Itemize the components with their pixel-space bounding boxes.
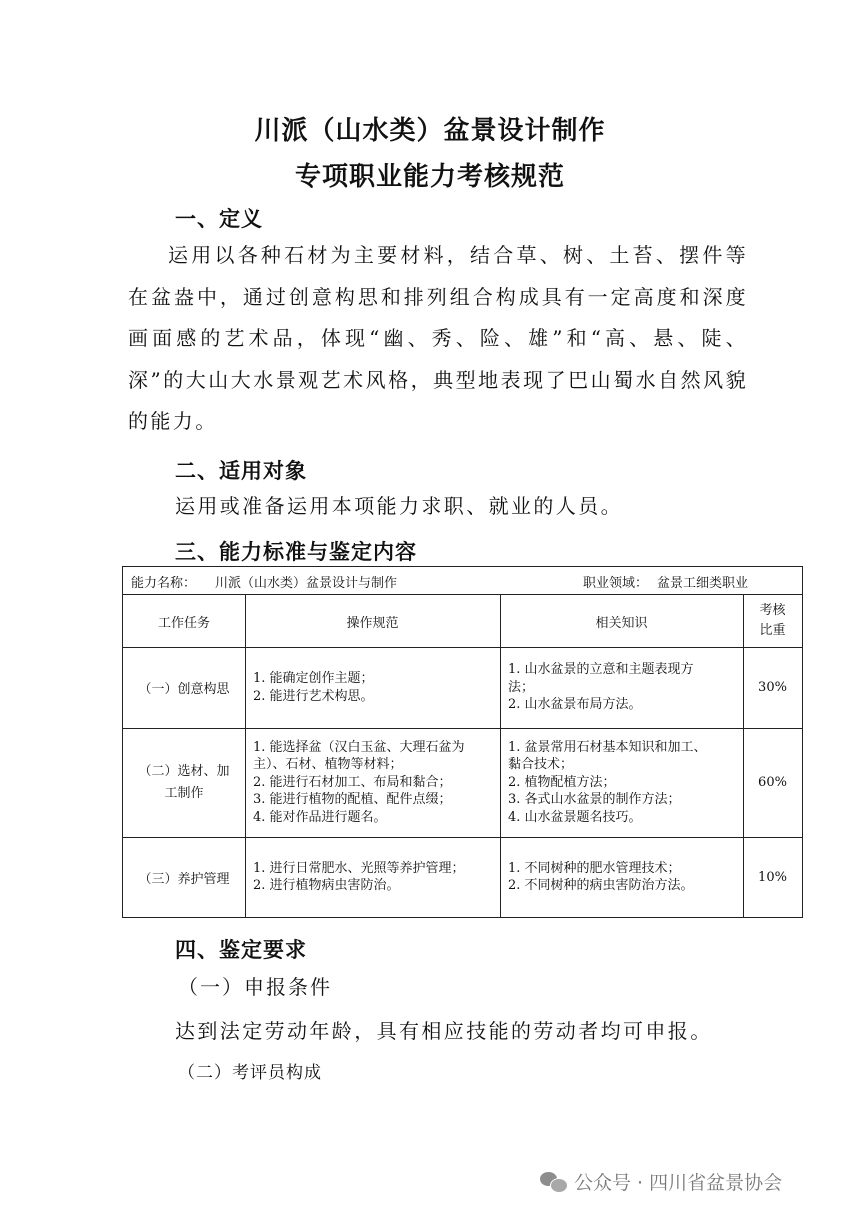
header-weight xyxy=(743,595,802,647)
field-value: 盆景工细类职业 xyxy=(657,576,749,591)
section-heading-definition: 一、定义 xyxy=(175,207,263,231)
list-item: 2. 能进行艺术构思。 xyxy=(253,688,374,704)
row3-task: （三）养护管理 xyxy=(138,871,230,887)
list-item: 2. 进行植物病虫害防治。 xyxy=(253,878,400,893)
ability-name-label: 能力名称： xyxy=(131,576,197,591)
row1-spec xyxy=(245,647,500,728)
ability-standards-table xyxy=(122,566,803,918)
subheading-application-conditions: （一）申报条件 xyxy=(178,975,332,999)
document-title-line2: 专项职业能力考核规范 xyxy=(294,162,565,192)
list-item: 1. 能确定创作主题； xyxy=(253,671,374,686)
row2-task xyxy=(123,728,245,837)
list-item: 1. 能选择盆（汉白玉盆、大理石盆为 xyxy=(253,739,465,755)
row2-knowledge xyxy=(500,728,743,837)
ability-name-value: 川派（山水类）盆景设计与制作 xyxy=(215,576,398,591)
row2-task-line1: （二）选材、加 xyxy=(138,763,230,779)
watermark-text: 公众号 · 四川省盆景协会 xyxy=(574,1172,783,1194)
list-item: 3. 能进行植物的配植、配件点缀； xyxy=(253,792,452,808)
list-item: 2. 不同树种的病虫害防治方法。 xyxy=(508,878,694,893)
list-item: 法； xyxy=(508,679,535,695)
list-item: 3. 各式山水盆景的制作方法； xyxy=(508,792,681,808)
list-item: 1. 进行日常肥水、光照等养护管理； xyxy=(253,860,465,876)
section-heading-requirements: 四、鉴定要求 xyxy=(175,938,307,962)
document-title-line1: 川派（山水类）盆景设计制作 xyxy=(254,116,606,146)
table-caption-row xyxy=(123,567,802,595)
list-item: 4. 能对作品进行题名。 xyxy=(253,809,387,825)
row3-weight: 10% xyxy=(758,869,787,885)
list-item: 主）、石材、植物等材料； xyxy=(253,757,403,773)
header-weight-line2: 比重 xyxy=(759,623,786,638)
wechat-icon xyxy=(540,1172,566,1192)
row1-weight: 30% xyxy=(758,680,787,695)
list-item: 1. 山水盆景的立意和主题表现方 xyxy=(508,662,694,678)
list-item: 2. 能进行石材加工、布局和黏合； xyxy=(253,774,452,790)
header-knowledge: 相关知识 xyxy=(595,615,648,631)
row2-task-line2: 工制作 xyxy=(164,785,204,801)
list-item: 黏合技术； xyxy=(508,757,574,773)
wechat-watermark xyxy=(540,1168,782,1195)
header-weight-line1: 考核 xyxy=(759,603,786,618)
section-heading-target: 二、适用对象 xyxy=(175,459,307,483)
application-paragraph: 达到法定劳动年龄，具有相应技能的劳动者均可申报。 xyxy=(175,1019,713,1043)
subheading-examiner-composition: （二）考评员构成 xyxy=(178,1063,322,1083)
definition-paragraph: 运用以各种石材为主要材料，结合草、树、土苔、摆件等在盆盎中，通过创意构思和排列组合构成具有一定高度和深度画面感的艺术品，体现“幽、秀、险、雄”和“高、悬、陡、深”的大山大水景观艺术风格，典型地表现了巴山蜀水自然风貌的能力。 xyxy=(128,243,748,433)
row2-weight: 60% xyxy=(758,775,787,790)
list-item: 1. 盆景常用石材基本知识和加工、 xyxy=(508,739,707,755)
header-task: 工作任务 xyxy=(157,615,210,631)
row2-spec xyxy=(245,728,500,837)
list-item: 2. 植物配植方法； xyxy=(508,774,616,790)
list-item: 1. 不同树种的肥水管理技术； xyxy=(508,860,681,876)
list-item: 2. 山水盆景布局方法。 xyxy=(508,697,642,713)
field-label: 职业领域： xyxy=(583,576,649,591)
header-spec: 操作规范 xyxy=(346,615,399,631)
row3-knowledge xyxy=(500,837,743,917)
row1-task: （一）创意构思 xyxy=(138,682,230,697)
row1-knowledge xyxy=(500,647,743,728)
row3-spec xyxy=(245,837,500,917)
target-paragraph: 运用或准备运用本项能力求职、就业的人员。 xyxy=(175,494,623,518)
list-item: 4. 山水盆景题名技巧。 xyxy=(508,809,642,825)
section-heading-standards: 三、能力标准与鉴定内容 xyxy=(175,540,417,564)
